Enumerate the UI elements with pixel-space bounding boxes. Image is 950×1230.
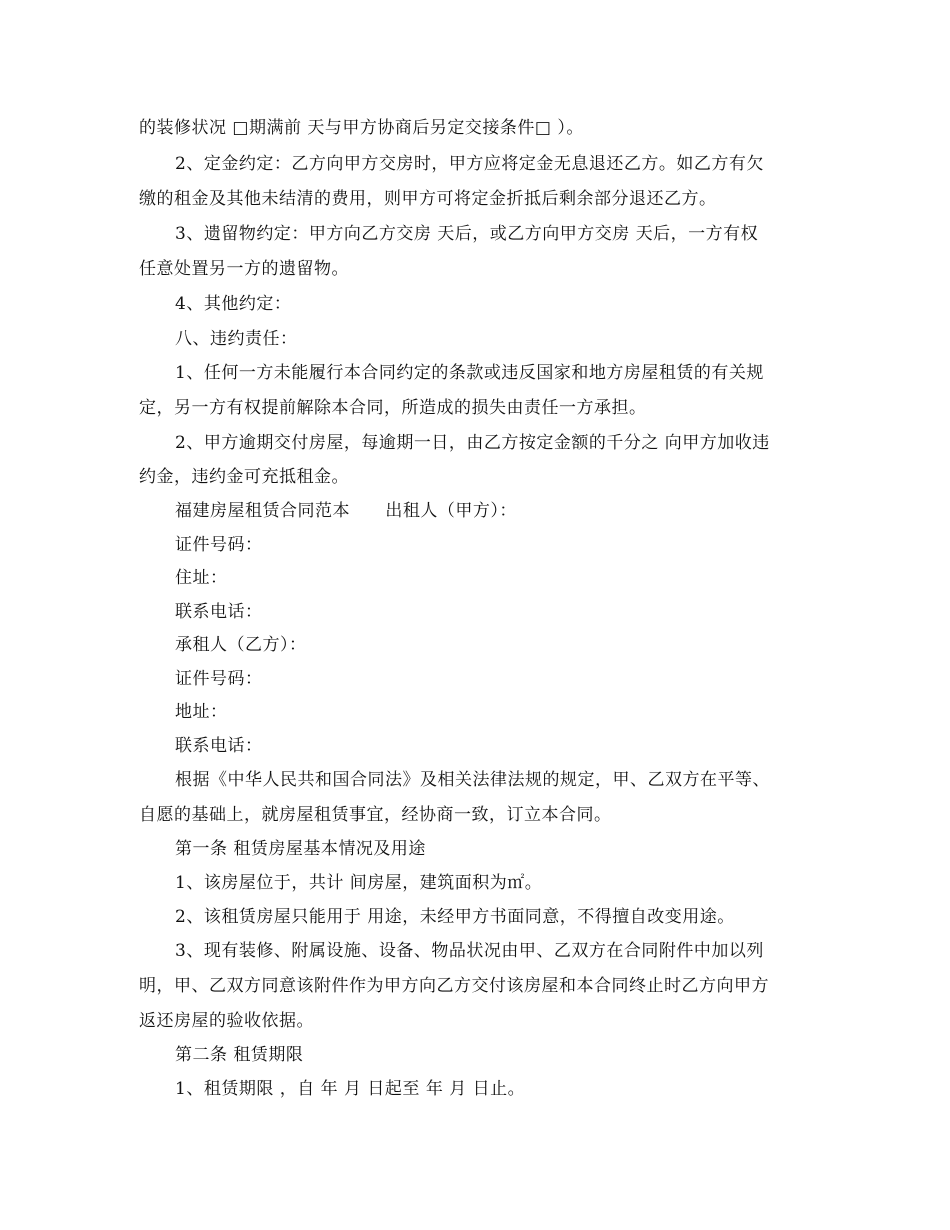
text-line: 明，甲、乙双方同意该附件作为甲方向乙方交付该房屋和本合同终止时乙方向甲方 — [139, 976, 769, 996]
text-line: 1、租赁期限 ，自 年 月 日起至 年 月 日止。 — [175, 1079, 526, 1099]
text-line: 4、其他约定： — [175, 294, 292, 314]
text-line: 2、甲方逾期交付房屋，每逾期一日，由乙方按定金额的千分之 向甲方加收违 — [175, 433, 770, 453]
text-line: 的装修状况 □期满前 天与甲方协商后另定交接条件□ ）。 — [139, 118, 584, 138]
article-heading: 第二条 租赁期限 — [175, 1045, 304, 1065]
text-line: 约金，违约金可充抵租金。 — [139, 467, 349, 487]
text-line: 3、现有装修、附属设施、设备、物品状况由甲、乙双方在合同附件中加以列 — [175, 941, 764, 961]
text-line: 返还房屋的验收依据。 — [139, 1011, 314, 1031]
text-line: 2、定金约定：乙方向甲方交房时，甲方应将定金无息退还乙方。如乙方有欠 — [175, 154, 764, 174]
article-heading: 第一条 租赁房屋基本情况及用途 — [175, 839, 426, 859]
field-label: 地址： — [175, 702, 228, 722]
text-line: 3、遗留物约定：甲方向乙方交房 天后，或乙方向甲方交房 天后，一方有权 — [175, 224, 759, 244]
text-line: 1、该房屋位于，共计 间房屋，建筑面积为㎡。 — [175, 873, 543, 893]
text-line: 2、该租赁房屋只能用于 用途，未经甲方书面同意，不得擅自改变用途。 — [175, 907, 735, 927]
text-line: 自愿的基础上，就房屋租赁事宜，经协商一致，订立本合同。 — [139, 805, 612, 825]
text-line: 定，另一方有权提前解除本合同，所造成的损失由责任一方承担。 — [139, 398, 647, 418]
text-line: 任意处置另一方的遗留物。 — [139, 259, 349, 279]
text-line: 缴的租金及其他未结清的费用，则甲方可将定金折抵后剩余部分退还乙方。 — [139, 189, 717, 209]
field-label: 住址： — [175, 568, 228, 588]
section-heading: 八、违约责任： — [175, 329, 298, 349]
field-label: 证件号码： — [175, 669, 263, 689]
field-label: 证件号码： — [175, 535, 263, 555]
field-label: 承租人（乙方）： — [175, 635, 307, 655]
text-line: 根据《中华人民共和国合同法》及相关法律法规的规定，甲、乙双方在平等、 — [175, 770, 770, 790]
contract-title-line: 福建房屋租赁合同范本 出租人（甲方）： — [175, 501, 517, 521]
text-line: 1、任何一方未能履行本合同约定的条款或违反国家和地方房屋租赁的有关规 — [175, 363, 764, 383]
field-label: 联系电话： — [175, 602, 263, 622]
field-label: 联系电话： — [175, 736, 263, 756]
